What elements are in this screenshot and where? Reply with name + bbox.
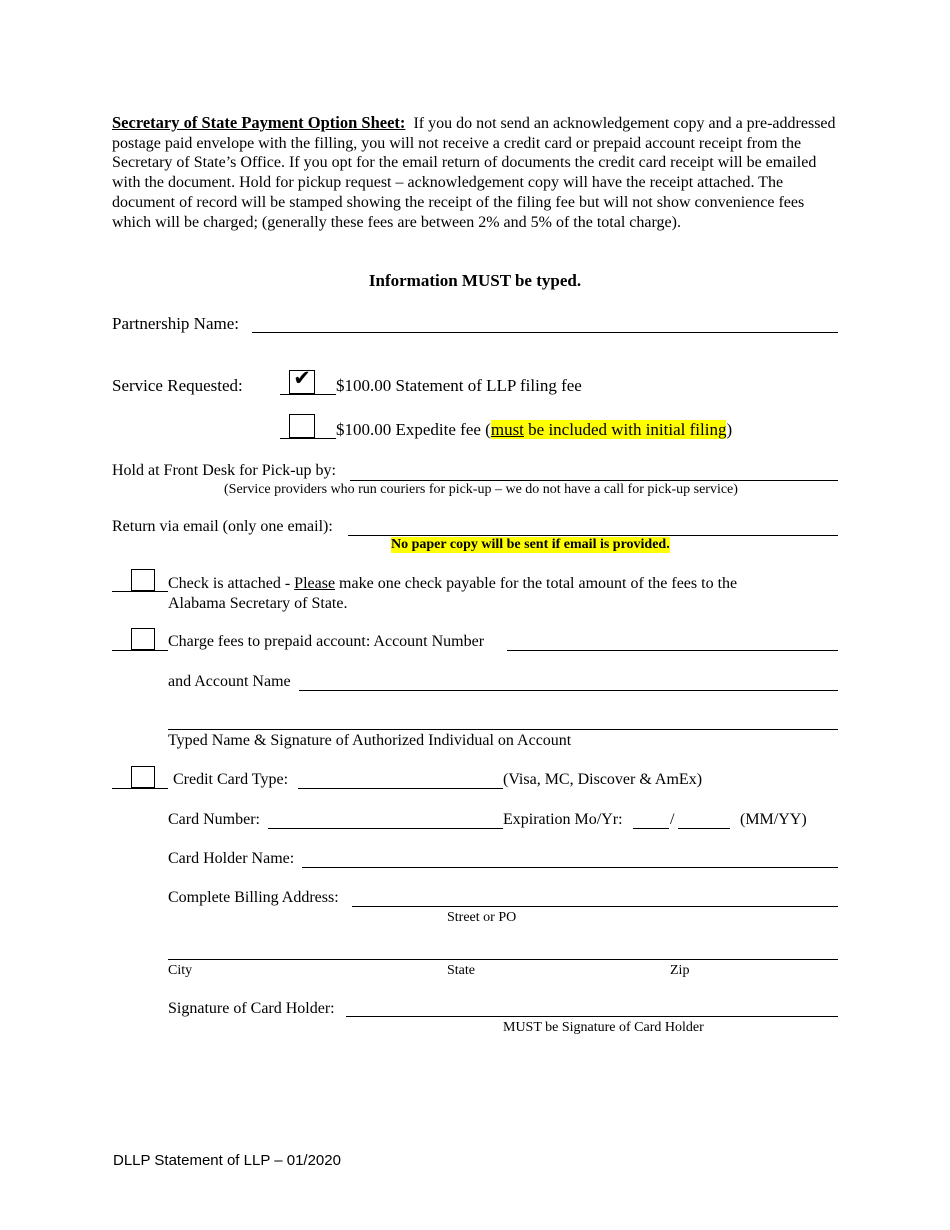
prepaid-account-checkbox[interactable] [131,628,155,650]
partnership-name-field[interactable] [252,332,838,333]
check-attached-label [168,575,737,593]
check-attached-checkbox[interactable] [131,569,155,591]
expiration-month-field[interactable] [633,828,669,829]
expedite-suffix: ) [726,420,733,439]
check-text-a: Check is attached - [168,575,295,592]
billing-street-field[interactable] [352,906,838,907]
prepaid-blank [112,650,168,651]
service-option1-label: $100.00 Statement of LLP filing fee [336,376,582,395]
card-number-label: Card Number: [168,811,260,828]
check-please: Please [294,575,336,592]
authorized-signature-label: Typed Name & Signature of Authorized Individual on Account [168,732,572,749]
billing-city-label: City [168,963,193,978]
card-holder-signature-note: MUST be Signature of Card Holder [503,1020,704,1035]
service-option2-checkbox[interactable] [289,414,315,438]
check-attached-label-line2: Alabama Secretary of State. [168,595,348,612]
service-option1-checkbox[interactable] [289,366,315,394]
email-note: No paper copy will be sent if email is provided. [391,537,670,552]
expiration-year-field[interactable] [678,828,730,829]
prepaid-account-name-label: and Account Name [168,673,291,690]
pickup-field[interactable] [350,480,838,481]
card-holder-signature-label: Signature of Card Holder: [168,1000,335,1017]
intro-paragraph [112,113,842,232]
credit-blank [112,788,168,789]
email-label: Return via email (only one email): [112,518,333,535]
expiration-format: (MM/YY) [740,811,807,828]
pickup-note: (Service providers who run couriers for pick-up – we do not have a call for pick-up service) [224,482,738,497]
expiration-label: Expiration Mo/Yr: [503,811,623,828]
card-holder-name-field[interactable] [302,867,838,868]
prepaid-account-number-field[interactable] [507,650,838,651]
expedite-highlight: be included with initial filing [523,420,727,439]
prepaid-account-name-field[interactable] [299,690,838,691]
check-blank [112,591,168,592]
credit-card-type-field[interactable] [298,788,503,789]
card-number-field[interactable] [268,828,503,829]
credit-card-type-label: Credit Card Type: [173,771,289,788]
page-title: Information MUST be typed. [368,271,582,290]
expiration-slash: / [670,811,675,828]
billing-zip-label: Zip [670,963,690,978]
billing-city-state-zip-field[interactable] [168,959,838,960]
billing-state-label: State [447,963,475,978]
footer-form-id: DLLP Statement of LLP – 01/2020 [113,1152,341,1169]
partnership-name-label: Partnership Name: [112,314,239,333]
service-option1-blank [280,394,336,395]
check-mark-icon: ✔ [293,366,311,390]
service-option2-blank [280,438,336,439]
card-holder-signature-field[interactable] [346,1016,838,1017]
credit-card-checkbox[interactable] [131,766,155,788]
service-requested-label: Service Requested: [112,376,243,395]
service-option2-label [336,420,732,440]
card-holder-name-label: Card Holder Name: [168,850,295,867]
credit-card-type-note: (Visa, MC, Discover & AmEx) [503,771,703,788]
intro-lead: Secretary of State Payment Option Sheet: [112,113,406,132]
expedite-prefix: $100.00 Expedite fee ( [336,420,491,439]
intro-text: If you do not send an acknowledgement copy and a pre-addressed postage paid envelope with the filling, you will not receive a credit card or prepaid account receipt from the Secretary of State’s Office. If you opt for the email return of documents the credit card receipt will be emailed with the document. Hold for pickup request – acknowledgement copy will have the receipt attached. The document of record will be stamped showing the receipt of the filing fee but will not show convenience fees which will be charged; (generally these fees are between 2% and 5% of the total charge). [112,115,836,231]
email-field[interactable] [348,535,838,536]
billing-address-label: Complete Billing Address: [168,889,339,906]
check-text-b: make one check payable for the total amount of the fees to the [335,575,738,592]
billing-street-note: Street or PO [447,910,517,925]
expedite-must: must [490,420,524,439]
authorized-signature-field[interactable] [168,729,838,730]
prepaid-account-number-label: Charge fees to prepaid account: Account Number [168,633,485,650]
pickup-label: Hold at Front Desk for Pick-up by: [112,462,336,479]
